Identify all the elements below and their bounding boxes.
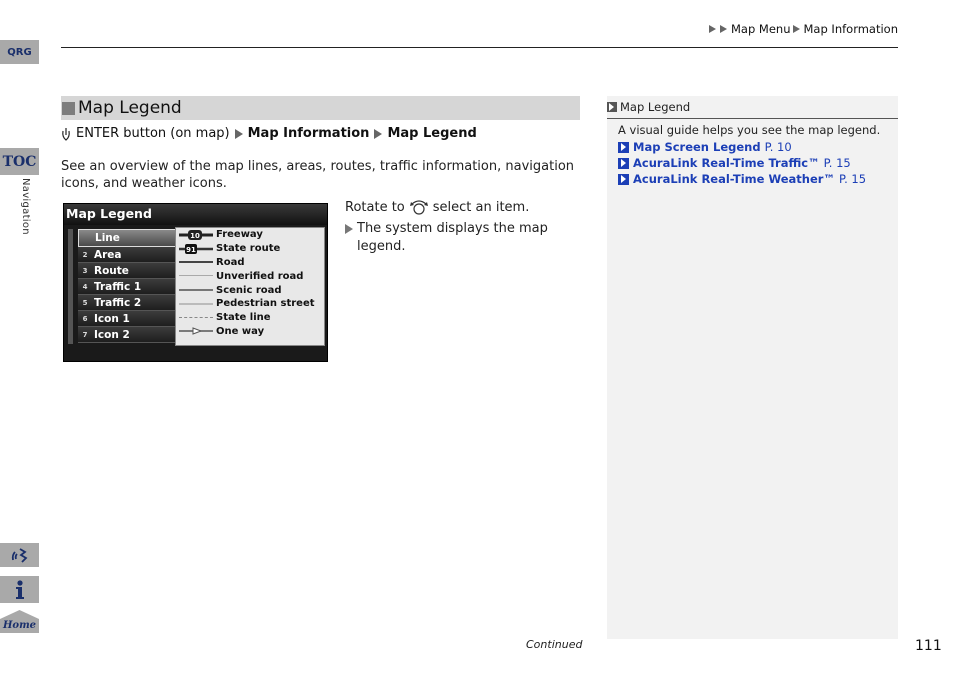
- scenic-road-line-icon: [179, 285, 213, 295]
- qrg-label: QRG: [7, 46, 32, 58]
- path-step-map-legend: Map Legend: [387, 126, 477, 141]
- menu-label: Traffic 1: [94, 280, 142, 293]
- path-arrow-icon: [235, 129, 243, 139]
- menu-num: 4: [82, 282, 88, 291]
- link-label: AcuraLink Real-Time Weather™: [633, 172, 835, 186]
- link-acuralink-weather[interactable]: [618, 171, 866, 187]
- breadcrumb-arrow-icon: [709, 25, 716, 33]
- sidebar-title: Map Legend: [620, 100, 691, 114]
- section-title: Map Legend: [78, 98, 182, 118]
- unverified-road-line-icon: [179, 271, 213, 281]
- system-note-text: The system displays the map legend.: [357, 221, 548, 254]
- map-legend-screen-image: [63, 203, 328, 362]
- rotate-instruction: [345, 198, 529, 216]
- intro-text: See an overview of the map lines, areas, routes, traffic information, navigation icons, and weather icons.: [61, 159, 575, 191]
- freeway-line-icon: [179, 230, 213, 240]
- freeway-badge: 10: [190, 231, 200, 240]
- interface-dial-rotate-icon: [409, 198, 429, 216]
- state-route-badge: 91: [186, 245, 196, 254]
- legend-row: [176, 297, 324, 311]
- breadcrumb-arrow-icon: [720, 25, 727, 33]
- info-tab[interactable]: [0, 576, 39, 603]
- link-label: AcuraLink Real-Time Traffic™: [633, 156, 820, 170]
- menu-num: 7: [82, 330, 88, 339]
- link-acuralink-traffic[interactable]: [618, 155, 866, 171]
- one-way-line-icon: [179, 326, 213, 336]
- legend-label: State route: [216, 243, 281, 255]
- navigation-chapter-label: Navigation: [20, 178, 31, 235]
- voice-command-tab[interactable]: [0, 543, 39, 567]
- legend-row: [176, 283, 324, 297]
- sidebar-text: A visual guide helps you see the map legend.: [618, 123, 881, 137]
- link-page: P. 15: [838, 172, 867, 186]
- path-step-map-information: Map Information: [247, 126, 370, 141]
- legend-label: Scenic road: [216, 284, 282, 296]
- link-arrow-icon: [618, 174, 629, 185]
- link-arrow-icon: [618, 158, 629, 169]
- legend-row: [176, 325, 324, 339]
- info-icon: [13, 580, 27, 600]
- section-square-icon: [62, 102, 75, 115]
- road-line-icon: [179, 257, 213, 267]
- link-map-screen-legend[interactable]: [618, 139, 866, 155]
- path-start: ENTER button (on map): [76, 126, 230, 141]
- toc-tab[interactable]: [0, 148, 39, 175]
- legend-label: State line: [216, 312, 271, 324]
- rotate-suffix: select an item.: [432, 199, 530, 215]
- legend-row: [176, 242, 324, 256]
- breadcrumb-arrow-icon: [793, 25, 800, 33]
- reference-icon: [607, 102, 617, 112]
- home-icon: [0, 610, 39, 633]
- toc-label: TOC: [2, 153, 37, 170]
- rotate-prefix: Rotate to: [345, 199, 405, 215]
- legend-label: Unverified road: [216, 270, 304, 282]
- menu-label: Route: [94, 264, 129, 277]
- path-arrow-icon: [374, 129, 382, 139]
- legend-row: [176, 228, 324, 242]
- legend-label: Road: [216, 256, 245, 268]
- page-number: 111: [915, 638, 942, 654]
- breadcrumb-map-menu[interactable]: Map Menu: [731, 22, 791, 36]
- breadcrumb-map-information[interactable]: Map Information: [803, 22, 898, 36]
- continued-label: Continued: [526, 638, 583, 651]
- home-label: Home: [2, 620, 37, 631]
- legend-label: One way: [216, 325, 265, 337]
- qrg-tab[interactable]: [0, 40, 39, 64]
- pedestrian-street-line-icon: [179, 299, 213, 309]
- breadcrumb: [709, 22, 898, 36]
- home-tab[interactable]: [0, 610, 39, 633]
- sidebar-links: [618, 139, 866, 187]
- system-note: [345, 220, 565, 256]
- header-divider: [61, 47, 898, 48]
- screen-scrollbar: [68, 229, 73, 344]
- voice-command-icon: [10, 546, 30, 564]
- sidebar-header: [607, 96, 898, 119]
- menu-label: Line: [95, 232, 120, 244]
- screen-legend-panel: [175, 227, 325, 346]
- screen-title: Map Legend: [66, 206, 152, 221]
- menu-num: 5: [82, 298, 88, 307]
- menu-label: Area: [94, 248, 122, 261]
- legend-row: [176, 311, 324, 325]
- section-header: [61, 96, 580, 120]
- result-arrow-icon: [345, 224, 353, 234]
- menu-num: 6: [82, 314, 88, 323]
- link-label: Map Screen Legend: [633, 140, 761, 154]
- link-page: P. 10: [764, 140, 792, 154]
- link-page: P. 15: [823, 156, 851, 170]
- menu-label: Icon 1: [94, 312, 130, 325]
- enter-button-icon: [61, 127, 71, 141]
- menu-num: 2: [82, 250, 88, 259]
- state-line-icon: [179, 313, 213, 323]
- link-arrow-icon: [618, 142, 629, 153]
- state-route-line-icon: [179, 244, 213, 254]
- operation-path: [61, 126, 477, 141]
- menu-num: 3: [82, 266, 88, 275]
- legend-label: Freeway: [216, 229, 263, 241]
- menu-label: Traffic 2: [94, 296, 142, 309]
- sidebar-notes: [607, 96, 898, 639]
- menu-label: Icon 2: [94, 328, 130, 341]
- legend-row: [176, 256, 324, 270]
- legend-label: Pedestrian street: [216, 298, 315, 310]
- legend-row: [176, 269, 324, 283]
